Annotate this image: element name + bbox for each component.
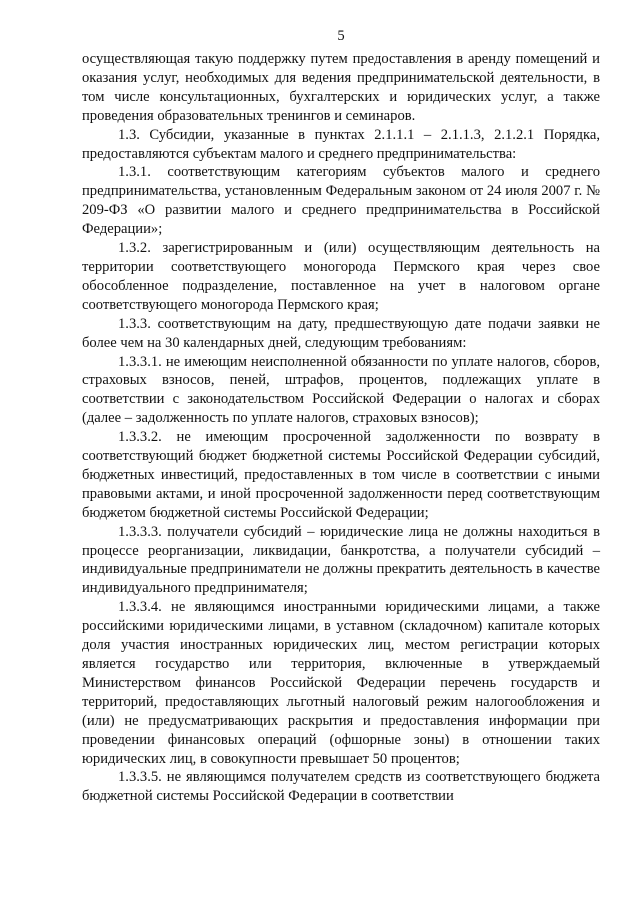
page-number: 5 (337, 28, 345, 44)
document-body (82, 50, 600, 806)
paragraph-1-3-3-1: 1.3.3.1. не имеющим неисполненной обязанности по уплате налогов, сборов, страховых взносов, пеней, штрафов, процентов, подлежащих уплате в соответствии с законодательством Российской Федерации о налогах и сборах (далее – задолженность по уплате налогов, страховых взносов); (82, 353, 600, 427)
paragraph-continuation: осуществляющая такую поддержку путем предоставления в аренду помещений и оказания услуг, необходимых для ведения предпринимательской деятельности, в том числе консультационных, бухгалтерских и юридических услуг, а также проведения образовательных тренингов и семинаров. (82, 51, 600, 124)
paragraph-1-3-3-2: 1.3.3.2. не имеющим просроченной задолженности по возврату в соответствующий бюджет бюджетной системы Российской Федерации субсидий, бюджетных инвестиций, предоставленных в том числе в соответствии с иными правовыми актами, и иной просроченной задолженности перед соответствующим бюджетом бюджетной системы Российской Федерации; (82, 429, 600, 521)
paragraph-1-3-1: 1.3.1. соответствующим категориям субъектов малого и среднего предпринимательства, установленным Федеральным законом от 24 июля 2007 г. № 209-ФЗ «О развитии малого и среднего предпринимательства в Российской Федерации»; (82, 164, 600, 238)
paragraph-1-3-3-3: 1.3.3.3. получатели субсидий – юридические лица не должны находиться в процессе реорганизации, ликвидации, банкротства, а получатели субсидий – индивидуальные предприниматели не должны прекратить деятельность в качестве индивидуального предпринимателя; (82, 523, 600, 597)
paragraph-1-3-3-4: 1.3.3.4. не являющимся иностранными юридическими лицами, а также российскими юридическими лицами, в уставном (складочном) капитале которых доля участия иностранных юридических лиц, местом регистрации которых является государство или территория, включенные в утверждаемый Министерством финансов Российской Федерации перечень государств и территорий, предоставляющих льготный налоговый режим налогообложения и (или) не предусматривающих раскрытия и предоставления информации при проведении финансовых операций (офшорные зоны) в отношении таких юридических лиц, в совокупности превышает 50 процентов; (82, 599, 600, 767)
paragraph-1-3-2: 1.3.2. зарегистрированным и (или) осуществляющим деятельность на территории соответствующего моногорода Пермского края через свое обособленное подразделение, поставленное на учет в налоговом органе соответствующего моногорода Пермского края; (82, 240, 600, 313)
paragraph-1-3: 1.3. Субсидии, указанные в пунктах 2.1.1.1 – 2.1.1.3, 2.1.2.1 Порядка, предоставляются субъектам малого и среднего предпринимательства: (82, 126, 600, 162)
paragraph-1-3-3: 1.3.3. соответствующим на дату, предшествующую дате подачи заявки не более чем на 30 календарных дней, следующим требованиям: (82, 315, 600, 351)
paragraph-1-3-3-5: 1.3.3.5. не являющимся получателем средств из соответствующего бюджета бюджетной системы Российской Федерации в соответствии (82, 769, 600, 805)
